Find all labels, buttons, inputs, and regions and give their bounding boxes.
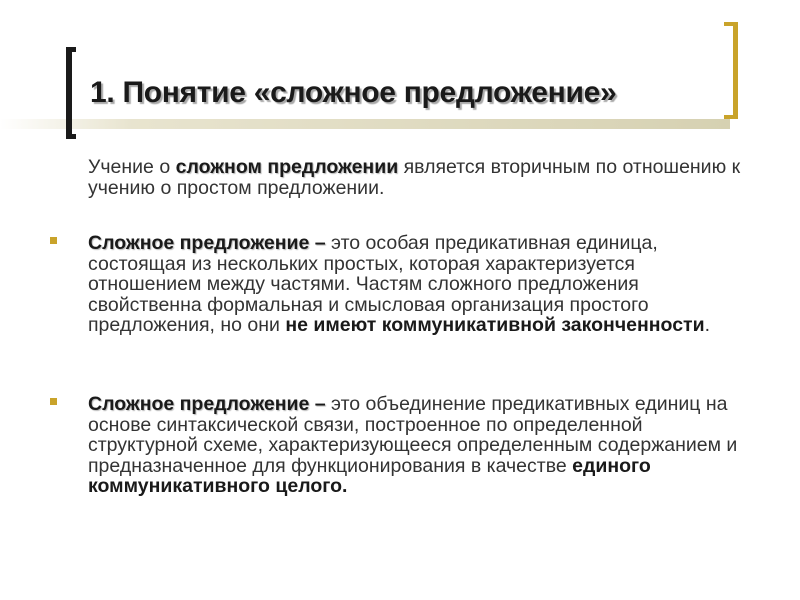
definition-term: Сложное предложение –: [88, 393, 326, 415]
definition-text: это особая предикативная единица, состоящая из нескольких простых, которая характеризуется отношением между частями. Частям сложного предложения свойственна формальная и смысловая организация простого предложения, но они: [88, 232, 658, 336]
intro-paragraph: [88, 157, 748, 198]
intro-term: сложном предложении: [175, 156, 399, 178]
bullet-square-icon: [50, 237, 57, 244]
title-underline: [0, 119, 730, 129]
definition-term: Сложное предложение –: [88, 232, 326, 254]
definition-text: это объединение предикативных единиц на основе синтаксической связи, построенное по определенной структурной схеме, характеризующееся определенным содержанием и предназначенное для функционирования в качестве: [88, 393, 738, 477]
definition-emphasis: единого коммуникативного целого.: [88, 454, 651, 497]
intro-text-after: является вторичным по отношению к учению о простом предложении.: [88, 156, 741, 199]
slide-title: 1. Понятие «сложное предложение»: [90, 76, 617, 109]
intro-text-before: Учение о: [88, 156, 176, 178]
definition-item-1: [88, 233, 748, 336]
definition-emphasis: не имеют коммуникативной законченности: [285, 314, 705, 336]
definition-tail: .: [704, 314, 710, 336]
bullet-square-icon: [50, 398, 57, 405]
right-bracket-decoration: [724, 22, 738, 119]
left-bracket-decoration: [66, 47, 76, 139]
definition-item-2: [88, 394, 748, 497]
